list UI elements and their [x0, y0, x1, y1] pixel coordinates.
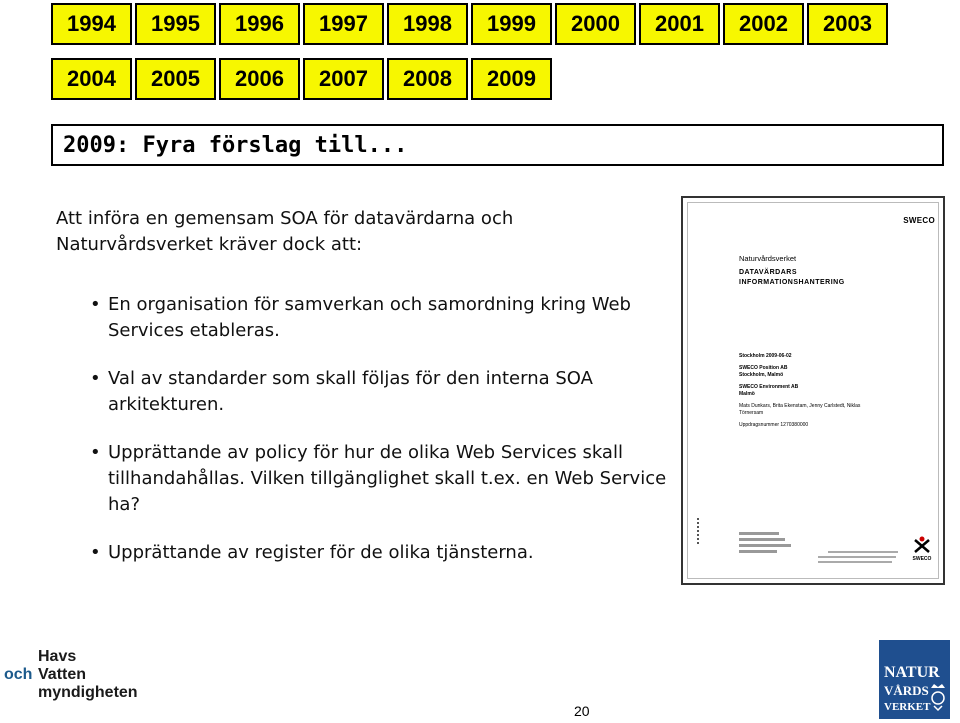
report-authors: Mats Dunkars, Brita Ekenstam, Jenny Carlstedt, Niklas Törnersam	[739, 403, 861, 416]
scanned-text-block	[56, 206, 671, 588]
list-item	[56, 366, 671, 418]
report-title-line: INFORMATIONSHANTERING	[739, 279, 845, 286]
year-link-2009[interactable]: 2009	[471, 58, 552, 100]
report-org-name: SWECO Environment AB	[739, 384, 799, 390]
year-link-2001[interactable]: 2001	[639, 3, 720, 45]
intro-text: Att införa en gemensam SOA för datavärdarna och Naturvårdsverket kräver dock att:	[56, 208, 514, 255]
list-item-text: En organisation för samverkan och samordning kring Web Services etableras.	[108, 294, 631, 341]
report-side-marking	[697, 518, 699, 544]
year-link-2002[interactable]: 2002	[723, 3, 804, 45]
year-link-1996[interactable]: 1996	[219, 3, 300, 45]
logo-word-myndigheten: myndigheten	[38, 684, 138, 701]
requirement-list	[56, 292, 671, 566]
havs-och-vatten-logo	[4, 648, 144, 704]
year-link-1998[interactable]: 1998	[387, 3, 468, 45]
year-link-2000[interactable]: 2000	[555, 3, 636, 45]
report-details	[739, 353, 869, 429]
nv-logo-word: VÅRDS	[884, 683, 929, 698]
bullet-icon: •	[90, 294, 101, 315]
report-org-location: Stockholm, Malmö	[739, 372, 784, 378]
report-logo: SWECO	[903, 216, 935, 225]
report-org-name: SWECO Position AB	[739, 365, 788, 371]
year-link-2006[interactable]: 2006	[219, 58, 300, 100]
year-link-1994[interactable]: 1994	[51, 3, 132, 45]
nv-logo-word: NATUR	[884, 664, 940, 681]
year-link-2003[interactable]: 2003	[807, 3, 888, 45]
slide-headline: 2009: Fyra förslag till...	[51, 124, 944, 166]
bullet-icon: •	[90, 442, 101, 463]
naturvardsverket-logo	[879, 640, 950, 719]
sweco-mark-icon	[911, 536, 933, 562]
year-nav-row-1	[51, 3, 888, 45]
year-link-1995[interactable]: 1995	[135, 3, 216, 45]
list-item-text: Upprättande av policy för hur de olika Web Services skall tillhandahållas. Vilken tillgänglighet skall t.ex. en Web Service ha?	[108, 442, 667, 515]
logo-word-havs: Havs	[38, 648, 77, 665]
sweco-mark-label: SWECO	[912, 556, 932, 562]
bullet-icon: •	[90, 542, 101, 563]
list-item-text: Upprättande av register för de olika tjänsterna.	[108, 542, 534, 563]
year-nav-row-2	[51, 58, 552, 100]
year-link-1997[interactable]: 1997	[303, 3, 384, 45]
report-title	[739, 268, 845, 288]
report-client: Naturvårdsverket	[739, 254, 797, 263]
year-link-2005[interactable]: 2005	[135, 58, 216, 100]
report-cover-thumbnail	[681, 196, 945, 585]
report-footer-block	[818, 551, 898, 563]
year-link-2004[interactable]: 2004	[51, 58, 132, 100]
list-item	[56, 440, 671, 518]
year-link-2007[interactable]: 2007	[303, 58, 384, 100]
crown-emblem-icon	[929, 682, 947, 712]
list-item-text: Val av standarder som skall följas för den interna SOA arkitekturen.	[108, 368, 593, 415]
report-date: Stockholm 2009-06-02	[739, 353, 792, 359]
year-link-1999[interactable]: 1999	[471, 3, 552, 45]
logo-word-och: och	[4, 666, 33, 683]
logo-word-vatten: Vatten	[38, 666, 87, 683]
list-item	[56, 292, 671, 344]
page-number: 20	[574, 703, 590, 719]
report-org-location: Malmö	[739, 391, 755, 397]
report-address-block	[739, 532, 791, 553]
year-link-2008[interactable]: 2008	[387, 58, 468, 100]
nv-logo-word: VERKET	[884, 701, 931, 713]
report-title-line: DATAVÄRDARS	[739, 269, 797, 276]
bullet-icon: •	[90, 368, 101, 389]
report-assignment-number: Uppdragsnummer 1270380000	[739, 422, 809, 428]
list-item	[56, 540, 671, 566]
